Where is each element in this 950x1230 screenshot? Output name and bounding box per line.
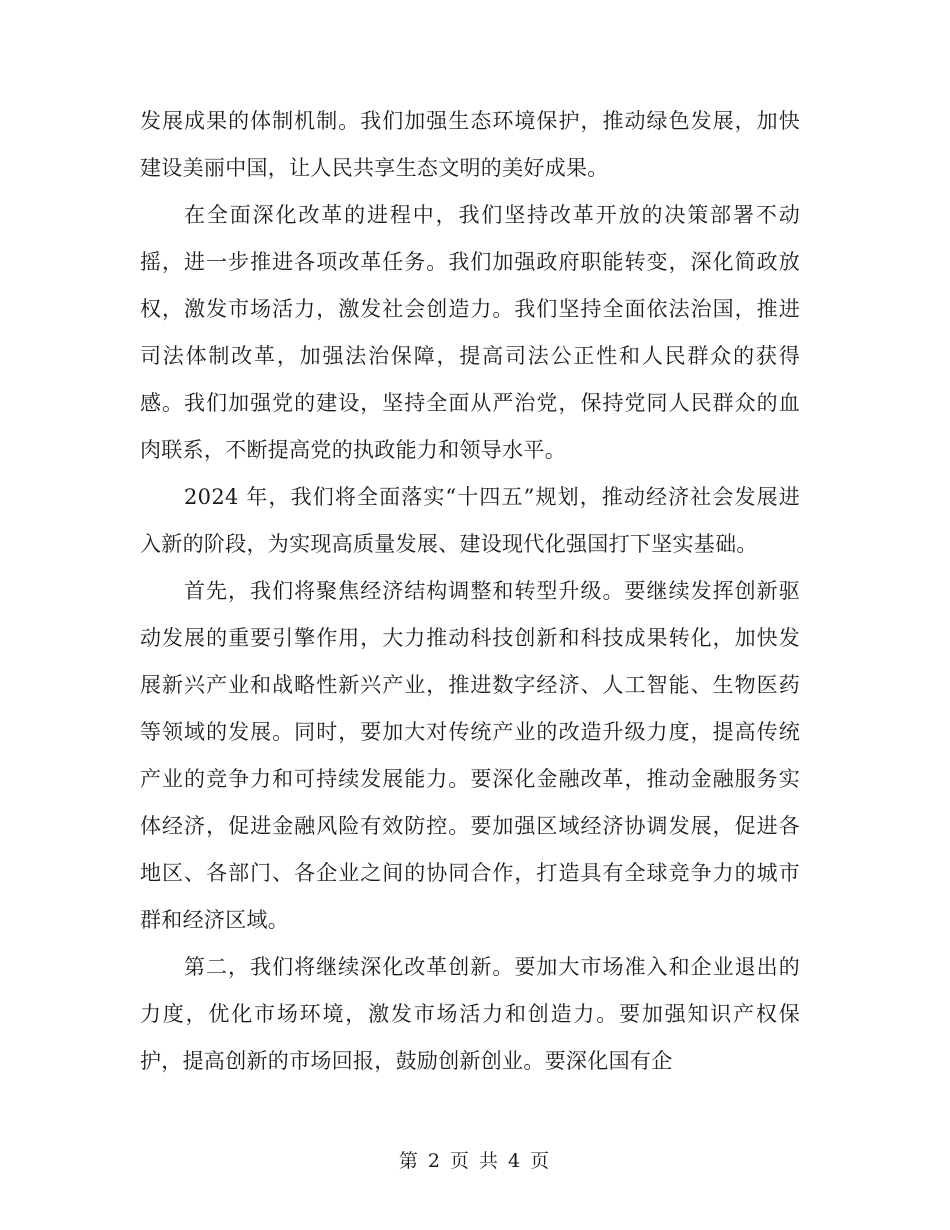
- paragraph-4: 首先，我们将聚焦经济结构调整和转型升级。要继续发挥创新驱动发展的重要引擎作用，大力推动科技创新和科技成果转化，加快发展新兴产业和战略性新兴产业，推进数字经济、人工智能、生物医药等领域的发展。同时，要加大对传统产业的改造升级力度，提高传统产业的竞争力和可持续发展能力。要深化金融改革，推动金融服务实体经济，促进金融风险有效防控。要加强区域经济协调发展，促进各地区、各部门、各企业之间的协同合作，打造具有全球竞争力的城市群和经济区域。: [140, 579, 800, 932]
- paragraph-1: 发展成果的体制机制。我们加强生态环境保护，推动绿色发展，加快建设美丽中国，让人民共享生态文明的美好成果。: [140, 109, 800, 180]
- paragraph-2: 在全面深化改革的进程中，我们坚持改革开放的决策部署不动摇，进一步推进各项改革任务。我们加强政府职能转变，深化简政放权，激发市场活力，激发社会创造力。我们坚持全面依法治国，推进司法体制改革，加强法治保障，提高司法公正性和人民群众的获得感。我们加强党的建设，坚持全面从严治党，保持党同人民群众的血肉联系，不断提高党的执政能力和领导水平。: [140, 203, 800, 462]
- page-number-footer: 第 2 页 共 4 页: [398, 1150, 552, 1172]
- document-body: [140, 98, 800, 1085]
- paragraph-5: 第二，我们将继续深化改革创新。要加大市场准入和企业退出的力度，优化市场环境，激发市场活力和创造力。要加强知识产权保护，提高创新的市场回报，鼓励创新创业。要深化国有企: [140, 955, 800, 1073]
- paragraph-3: 2024 年，我们将全面落实“十四五”规划，推动经济社会发展进入新的阶段，为实现高质量发展、建设现代化强国打下坚实基础。: [140, 485, 800, 556]
